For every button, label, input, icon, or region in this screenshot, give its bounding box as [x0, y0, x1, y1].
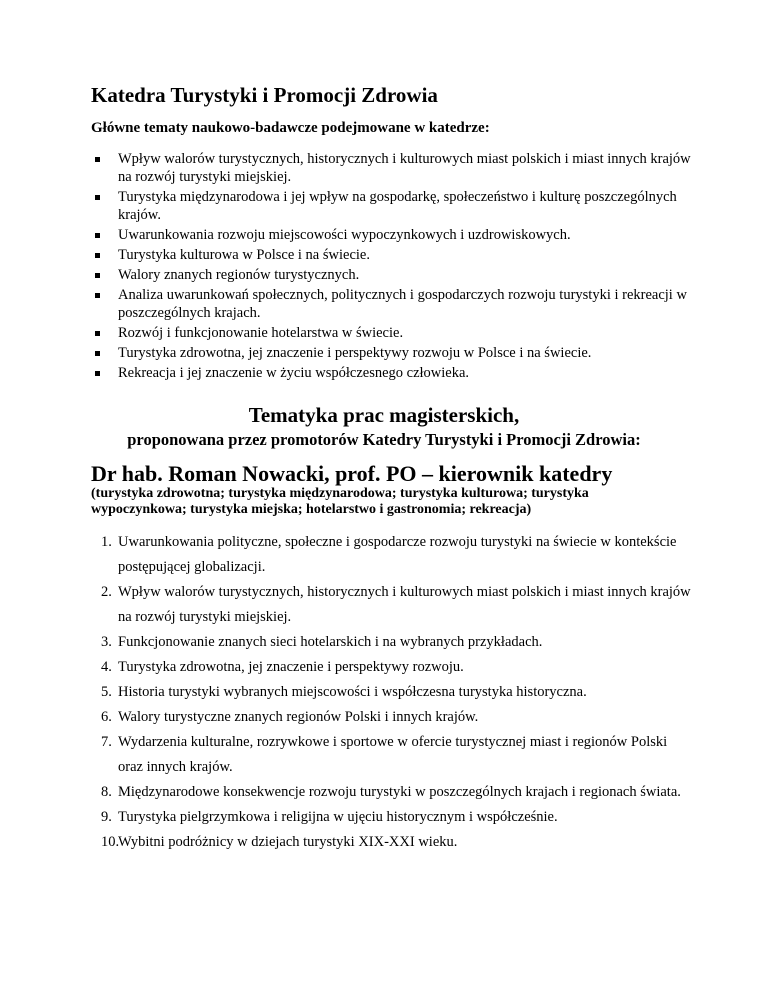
thesis-subheading: proponowana przez promotorów Katedry Turystyki i Promocji Zdrowia:: [127, 430, 641, 449]
research-topic-text: Wpływ walorów turystycznych, historycznych i kulturowych miast polskich i miast innych krajów na rozwój turystyki miejskiej.: [118, 151, 691, 185]
list-item: [91, 150, 691, 186]
bullet-square-icon: [95, 293, 100, 298]
list-item: [91, 246, 691, 264]
topic-number: 7.: [101, 734, 112, 750]
list-item: [91, 630, 691, 655]
list-item: [91, 286, 691, 322]
topic-text: Wydarzenia kulturalne, rozrywkowe i sportowe w ofercie turystycznej miast i regionów Polski oraz innych krajów.: [118, 734, 668, 775]
list-item: [91, 705, 691, 730]
bullet-square-icon: [95, 331, 100, 336]
research-topic-text: Turystyka zdrowotna, jej znaczenie i perspektywy rozwoju w Polsce i na świecie.: [118, 345, 592, 361]
topic-text: Wybitni podróżnicy w dziejach turystyki XIX-XXI wieku.: [118, 834, 458, 850]
list-item: [91, 188, 691, 224]
topic-number: 1.: [101, 534, 112, 550]
list-item: [91, 730, 691, 780]
bullet-square-icon: [95, 195, 100, 200]
list-item: [91, 805, 691, 830]
supervisor-name: Dr hab. Roman Nowacki, prof. PO – kierownik katedry: [91, 461, 613, 486]
topic-text: Turystyka zdrowotna, jej znaczenie i perspektywy rozwoju.: [118, 659, 464, 675]
topic-number: 8.: [101, 784, 112, 800]
research-topics-list: [91, 150, 691, 384]
research-topic-text: Rekreacja i jej znaczenie w życiu współczesnego człowieka.: [118, 365, 470, 381]
topic-text: Uwarunkowania polityczne, społeczne i gospodarcze rozwoju turystyki na świecie w kontekście postępującej globalizacji.: [118, 534, 677, 575]
topic-number: 4.: [101, 659, 112, 675]
list-item: [91, 266, 691, 284]
topic-text: Funkcjonowanie znanych sieci hotelarskich i na wybranych przykładach.: [118, 634, 543, 650]
bullet-square-icon: [95, 371, 100, 376]
research-intro: Główne tematy naukowo-badawcze podejmowane w katedrze:: [91, 120, 490, 136]
topic-text: Wpływ walorów turystycznych, historycznych i kulturowych miast polskich i miast innych krajów na rozwój turystyki miejskiej.: [118, 584, 691, 625]
topic-number: 2.: [101, 584, 112, 600]
bullet-square-icon: [95, 253, 100, 258]
list-item: [91, 655, 691, 680]
supervisor-areas: (turystyka zdrowotna; turystyka międzynarodowa; turystyka kulturowa; turystyka wypoczynkowa; turystyka miejska; hotelarstwo i gastronomia; rekreacja): [91, 486, 589, 517]
list-item: [91, 530, 691, 580]
research-topic-text: Rozwój i funkcjonowanie hotelarstwa w świecie.: [118, 325, 404, 341]
topic-number: 9.: [101, 809, 112, 825]
thesis-topics-list: [91, 530, 691, 855]
thesis-heading: Tematyka prac magisterskich,: [248, 403, 520, 427]
bullet-square-icon: [95, 233, 100, 238]
topic-text: Turystyka pielgrzymkowa i religijna w ujęciu historycznym i współcześnie.: [118, 809, 558, 825]
research-topic-text: Analiza uwarunkowań społecznych, politycznych i gospodarczych rozwoju turystyki i rekreacji w poszczególnych krajach.: [118, 287, 687, 321]
research-topic-text: Turystyka kulturowa w Polsce i na świecie.: [118, 247, 370, 263]
topic-text: Międzynarodowe konsekwencje rozwoju turystyki w poszczególnych krajach i regionach świata.: [118, 784, 681, 800]
topic-number: 5.: [101, 684, 112, 700]
list-item: [91, 780, 691, 805]
topic-number: 6.: [101, 709, 112, 725]
list-item: [91, 830, 691, 855]
topic-number: 3.: [101, 634, 112, 650]
list-item: [91, 324, 691, 342]
topic-text: Walory turystyczne znanych regionów Polski i innych krajów.: [118, 709, 479, 725]
topic-number: 10.: [101, 834, 120, 850]
list-item: [91, 364, 691, 382]
research-topic-text: Uwarunkowania rozwoju miejscowości wypoczynkowych i uzdrowiskowych.: [118, 227, 571, 243]
bullet-square-icon: [95, 273, 100, 278]
research-topic-text: Walory znanych regionów turystycznych.: [118, 267, 360, 283]
bullet-square-icon: [95, 157, 100, 162]
department-title: Katedra Turystyki i Promocji Zdrowia: [91, 83, 438, 107]
research-topic-text: Turystyka międzynarodowa i jej wpływ na gospodarkę, społeczeństwo i kulturę poszczególnych krajów.: [118, 189, 677, 223]
list-item: [91, 580, 691, 630]
topic-text: Historia turystyki wybranych miejscowości i współczesna turystyka historyczna.: [118, 684, 587, 700]
list-item: [91, 344, 691, 362]
list-item: [91, 226, 691, 244]
list-item: [91, 680, 691, 705]
bullet-square-icon: [95, 351, 100, 356]
